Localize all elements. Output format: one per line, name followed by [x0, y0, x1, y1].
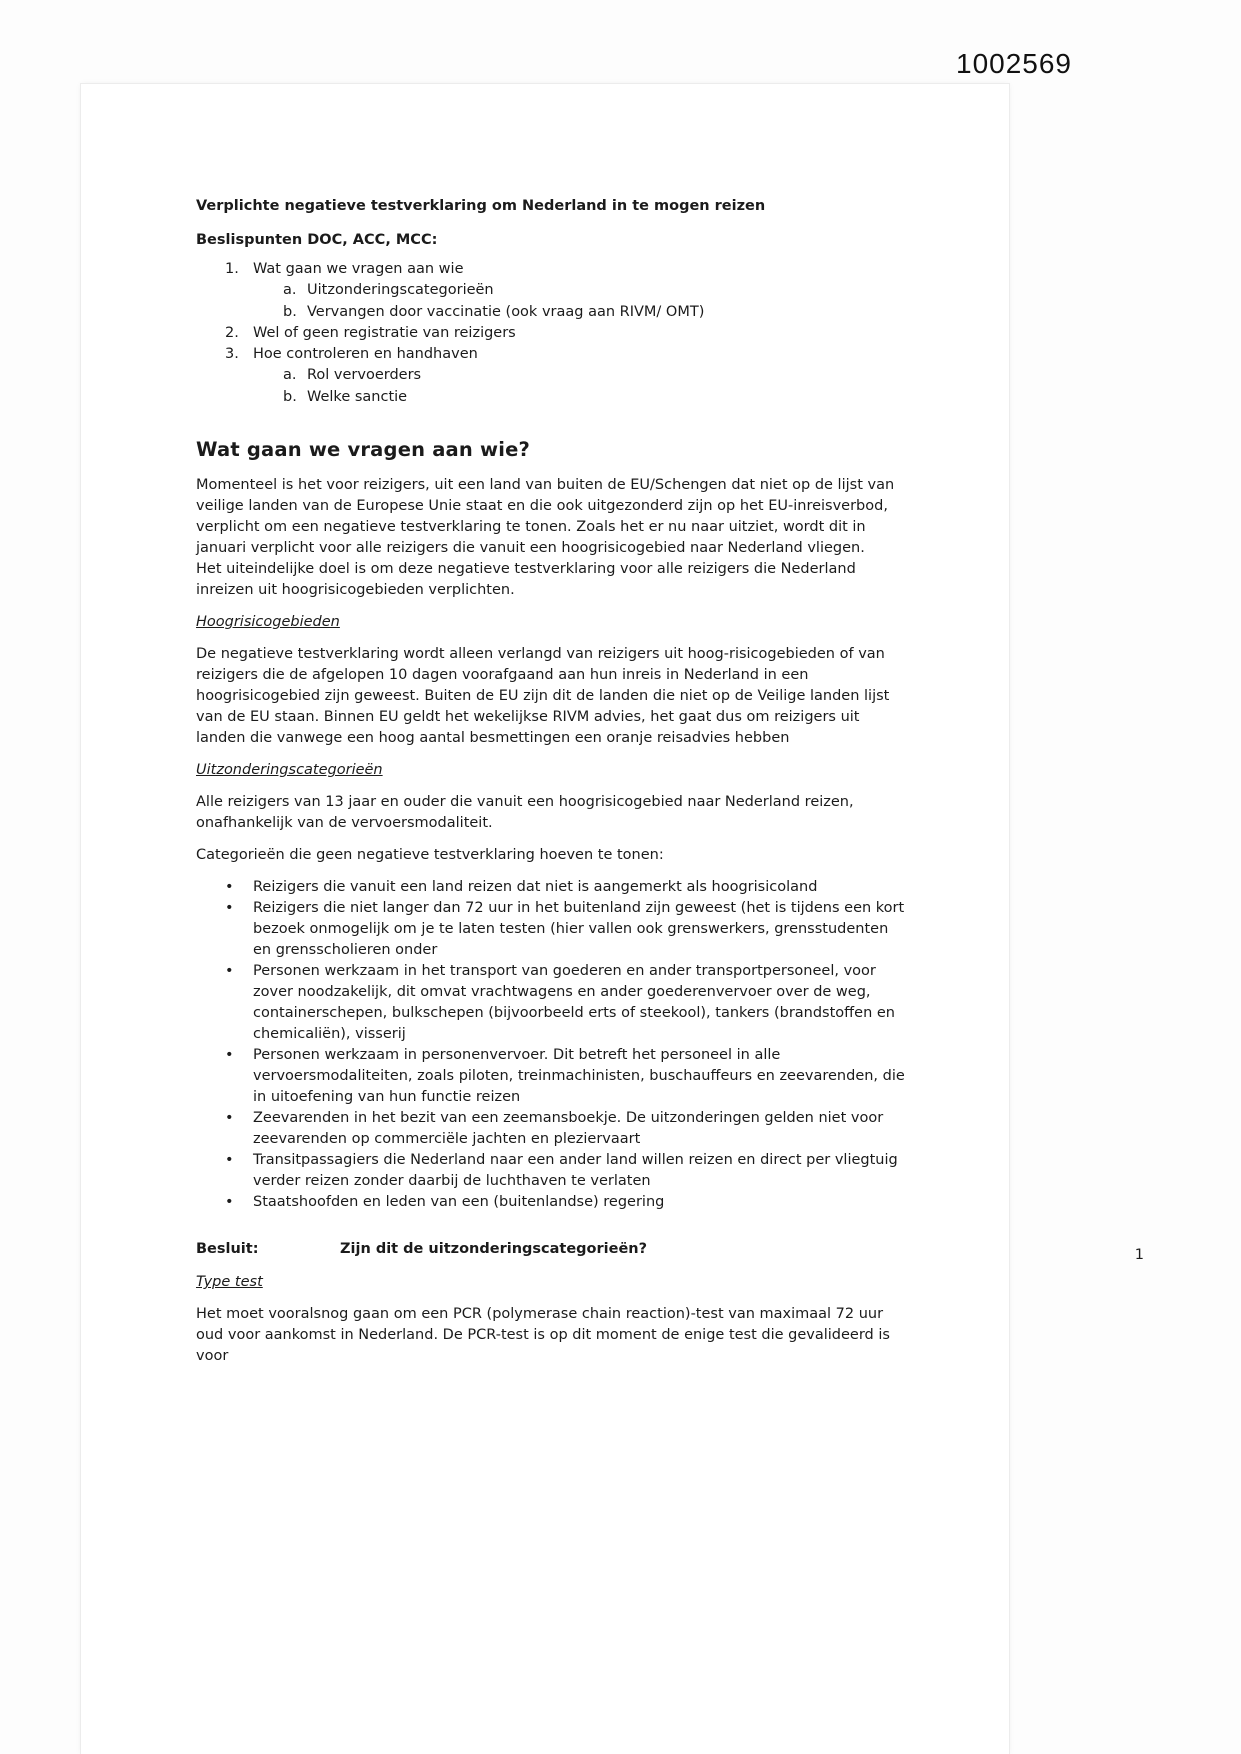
bullet-text: Reizigers die niet langer dan 72 uur in het buitenland zijn geweest (het is tijdens een kort bezoek onmogelijk om je te laten testen (hier vallen ook grenswerkers, grensstudenten en grensscholieren onder [253, 900, 905, 959]
outline-text: Welke sanctie [307, 388, 408, 405]
outline-item [196, 280, 910, 301]
outline-item [196, 259, 910, 280]
outline-marker: b. [283, 303, 297, 320]
bullet-item [196, 961, 910, 1045]
bullet-item [196, 1108, 910, 1150]
outline-item [196, 387, 910, 408]
bullet-text: Zeevarenden in het bezit van een zeemansboekje. De uitzonderingen gelden niet voor zeevarenden op commerciële jachten en pleziervaart [253, 1110, 884, 1148]
paragraph-type-test: Het moet vooralsnog gaan om een PCR (polymerase chain reaction)-test van maximaal 72 uur oud voor aankomst in Nederland. De PCR-test is op dit moment de enige test die gevalideerd is voor [196, 1306, 890, 1365]
page-number: 1 [1134, 1247, 1144, 1263]
outline-item [196, 365, 910, 386]
outline-marker: 1. [225, 261, 239, 277]
bullet-marker: • [225, 900, 234, 917]
paragraph-text: Momenteel is het voor reizigers, uit een land van buiten de EU/Schengen dat niet op de lijst van veilige landen van de Europese Unie staat en die ook uitgezonderd zijn op het EU-inreisverbod, verplicht om een negatieve testverklaring te tonen. Zoals het er nu naar uitziet, wordt dit in januari verplicht voor alle reizigers die vanuit een hoogrisicogebied naar Nederland vliegen. [196, 477, 895, 557]
bullet-item [196, 1192, 910, 1213]
outline-text: Rol vervoerders [307, 367, 422, 384]
paragraph-intro [196, 475, 910, 601]
document-page [81, 84, 1009, 1754]
outline-marker: b. [283, 388, 297, 405]
bullet-text: Personen werkzaam in personenvervoer. Dit betreft het personeel in alle vervoersmodaliteiten, zoals piloten, treinmachinisten, buschauffeurs en zeevarenden, die in uitoefening van hun functie reizen [253, 1047, 905, 1106]
doc-number-stamp: 1002569 [956, 48, 1073, 79]
document-title: Verplichte negatieve testverklaring om Nederland in te mogen reizen [196, 198, 766, 214]
exceptions-bullet-list [196, 877, 910, 1213]
subheading-uitzonderingscategorieen: Uitzonderingscategorieën [196, 762, 383, 779]
decision-outline [196, 259, 910, 408]
bullet-marker: • [225, 879, 234, 896]
bullet-item [196, 1150, 910, 1192]
beslispunten-heading: Beslispunten DOC, ACC, MCC: [196, 232, 438, 248]
besluit-question: Zijn dit de uitzonderingscategorieën? [340, 1241, 648, 1258]
outline-item [196, 323, 910, 344]
bullet-text: Personen werkzaam in het transport van goederen en ander transportpersoneel, voor zover noodzakelijk, dit omvat vrachtwagens en ander goederenvervoer over de weg, containerschepen, bulkschepen (bijvoorbeeld erts of steekool), tankers (brandstoffen en chemicaliën), visserij [253, 963, 895, 1043]
bullet-marker: • [225, 963, 234, 980]
besluit-label: Besluit: [196, 1241, 259, 1258]
bullet-marker: • [225, 1110, 234, 1127]
bullet-text: Transitpassagiers die Nederland naar een ander land willen reizen en direct per vliegtuig verder reizen zonder daarbij de luchthaven te verlaten [253, 1152, 898, 1190]
section-heading: Wat gaan we vragen aan wie? [196, 438, 531, 462]
paragraph-uitzondering-2: Categorieën die geen negatieve testverklaring hoeven te tonen: [196, 847, 664, 864]
outline-text: Wel of geen registratie van reizigers [253, 324, 516, 341]
bullet-text: Reizigers die vanuit een land reizen dat niet is aangemerkt als hoogrisicoland [253, 879, 818, 896]
bullet-item [196, 1045, 910, 1108]
bullet-text: Staatshoofden en leden van een (buitenlandse) regering [253, 1194, 665, 1211]
outline-marker: a. [283, 367, 297, 384]
outline-item [196, 302, 910, 323]
outline-item [196, 344, 910, 365]
paragraph-text: Het uiteindelijke doel is om deze negatieve testverklaring voor alle reizigers die Nederland inreizen uit hoogrisicogebieden verplichten. [196, 561, 856, 599]
outline-text: Wat gaan we vragen aan wie [253, 261, 464, 277]
subheading-type-test: Type test [196, 1274, 263, 1291]
outline-marker: 2. [225, 324, 239, 341]
outline-text: Hoe controleren en handhaven [253, 346, 478, 363]
subheading-hoogrisicogebieden: Hoogrisicogebieden [196, 614, 340, 631]
bullet-item [196, 898, 910, 961]
bullet-item [196, 877, 910, 898]
outline-text: Vervangen door vaccinatie (ook vraag aan RIVM/ OMT) [307, 303, 705, 320]
bullet-marker: • [225, 1152, 234, 1169]
bullet-marker: • [225, 1194, 234, 1211]
outline-marker: a. [283, 282, 297, 299]
bullet-marker: • [225, 1047, 234, 1064]
paragraph-hoogrisico: De negatieve testverklaring wordt alleen verlangd van reizigers uit hoog-risicogebieden of van reizigers die de afgelopen 10 dagen voorafgaand aan hun inreis in Nederland in een hoogrisicogebied zijn geweest. Buiten de EU zijn dit de landen die niet op de Veilige landen lijst van de EU staan. Binnen EU geldt het wekelijkse RIVM advies, het gaat dus om reizigers uit landen die vanwege een hoog aantal besmettingen een oranje reisadvies hebben [196, 646, 890, 747]
paragraph-uitzondering-1: Alle reizigers van 13 jaar en ouder die vanuit een hoogrisicogebied naar Nederland reizen, onafhankelijk van de vervoersmodaliteit. [196, 794, 854, 832]
outline-marker: 3. [225, 346, 239, 363]
besluit-line [196, 1239, 910, 1260]
outline-text: Uitzonderingscategorieën [307, 282, 494, 299]
